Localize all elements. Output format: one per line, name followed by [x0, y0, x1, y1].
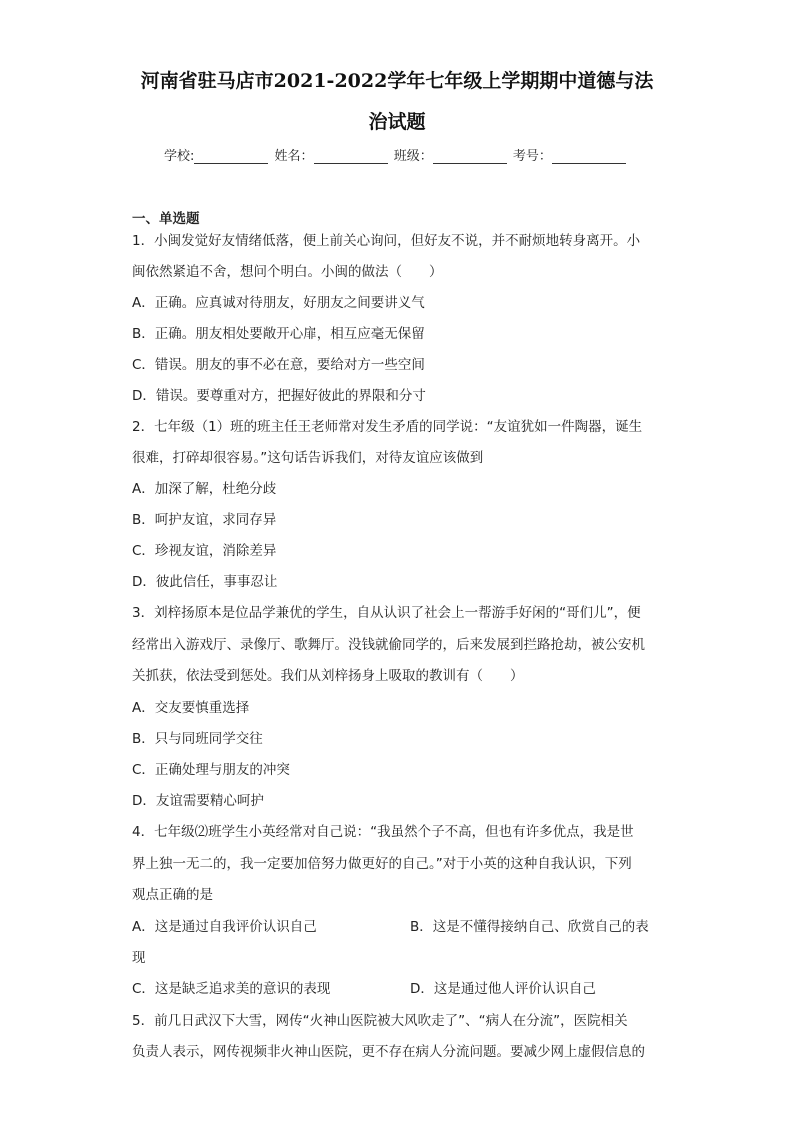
question-3-option-a[interactable]: A．交友要慎重选择	[132, 700, 250, 716]
question-1-option-a[interactable]: A．正确。应真诚对待朋友，好朋友之间要讲义气	[132, 295, 425, 311]
name-blank[interactable]	[314, 149, 388, 164]
question-1-stem-line2: 闽依然紧追不舍，想问个明白。小闽的做法（ ）	[132, 264, 443, 280]
question-4-option-b-wrap: 现	[132, 950, 146, 966]
question-4-stem-line3: 观点正确的是	[132, 887, 213, 903]
question-2-option-a[interactable]: A．加深了解，杜绝分歧	[132, 481, 277, 497]
class-label: 班级：	[393, 149, 433, 164]
name-label: 姓名：	[274, 149, 314, 164]
question-2-stem-line1: 2．七年级（1）班的班主任王老师常对发生矛盾的同学说：“友谊犹如一件陶器，诞生	[132, 419, 643, 435]
question-1-option-d[interactable]: D．错误。要尊重对方，把握好彼此的界限和分寸	[132, 388, 426, 404]
school-blank[interactable]	[194, 149, 268, 164]
question-1-stem-line1: 1．小闽发觉好友情绪低落，便上前关心询问，但好友不说，并不耐烦地转身离开。小	[132, 233, 641, 249]
exam-number-label: 考号：	[512, 149, 552, 164]
question-4-stem-line1: 4．七年级⑵班学生小英经常对自己说：“我虽然个子不高，但也有许多优点，我是世	[132, 824, 634, 840]
question-4-stem-line2: 界上独一无二的，我一定要加倍努力做更好的自己。”对于小英的这种自我认识，下列	[132, 856, 632, 872]
question-3-stem-line1: 3．刘梓扬原本是位品学兼优的学生，自从认识了社会上一帮游手好闲的“哥们儿”，便	[132, 605, 641, 621]
question-3-stem-line2: 经常出入游戏厅、录像厅、歌舞厅。没钱就偷同学的，后来发展到拦路抢劫，被公安机	[132, 637, 645, 653]
question-3-stem-line3: 关抓获，依法受到惩处。我们从刘梓扬身上吸取的教训有（ ）	[132, 668, 524, 684]
question-3-option-b[interactable]: B．只与同班同学交往	[132, 731, 263, 747]
question-4-option-a[interactable]: A．这是通过自我评价认识自己	[132, 919, 317, 935]
question-4-option-c[interactable]: C．这是缺乏追求美的意识的表现	[132, 981, 331, 997]
student-info-row	[164, 145, 628, 164]
question-2-stem-line2: 很难，打碎却很容易。”这句话告诉我们，对待友谊应该做到	[132, 450, 484, 466]
question-2-option-d[interactable]: D．彼此信任，事事忍让	[132, 574, 278, 590]
section-heading: 一、单选题	[132, 211, 200, 227]
exam-number-blank[interactable]	[552, 149, 626, 164]
question-2-option-c[interactable]: C．珍视友谊，消除差异	[132, 543, 277, 559]
question-1-option-b[interactable]: B．正确。朋友相处要敞开心扉，相互应毫无保留	[132, 326, 425, 342]
question-4-option-d[interactable]: D．这是通过他人评价认识自己	[410, 981, 596, 997]
question-1-option-c[interactable]: C．错误。朋友的事不必在意，要给对方一些空间	[132, 357, 425, 373]
school-label: 学校:	[164, 149, 195, 164]
question-3-option-d[interactable]: D．友谊需要精心呵护	[132, 793, 264, 809]
exam-title-line1: 河南省驻马店市2021-2022学年七年级上学期期中道德与法	[140, 70, 654, 92]
question-3-option-c[interactable]: C．正确处理与朋友的冲突	[132, 762, 290, 778]
question-5-stem-line1: 5．前几日武汉下大雪，网传“火神山医院被大风吹走了”、“病人在分流”，医院相关	[132, 1013, 628, 1029]
question-4-option-b[interactable]: B．这是不懂得接纳自己、欣赏自己的表	[410, 919, 649, 935]
class-blank[interactable]	[433, 149, 507, 164]
question-5-stem-line2: 负责人表示，网传视频非火神山医院，更不存在病人分流问题。要减少网上虚假信息的	[132, 1044, 645, 1060]
exam-title-line2: 治试题	[368, 111, 426, 133]
question-2-option-b[interactable]: B．呵护友谊，求同存异	[132, 512, 277, 528]
